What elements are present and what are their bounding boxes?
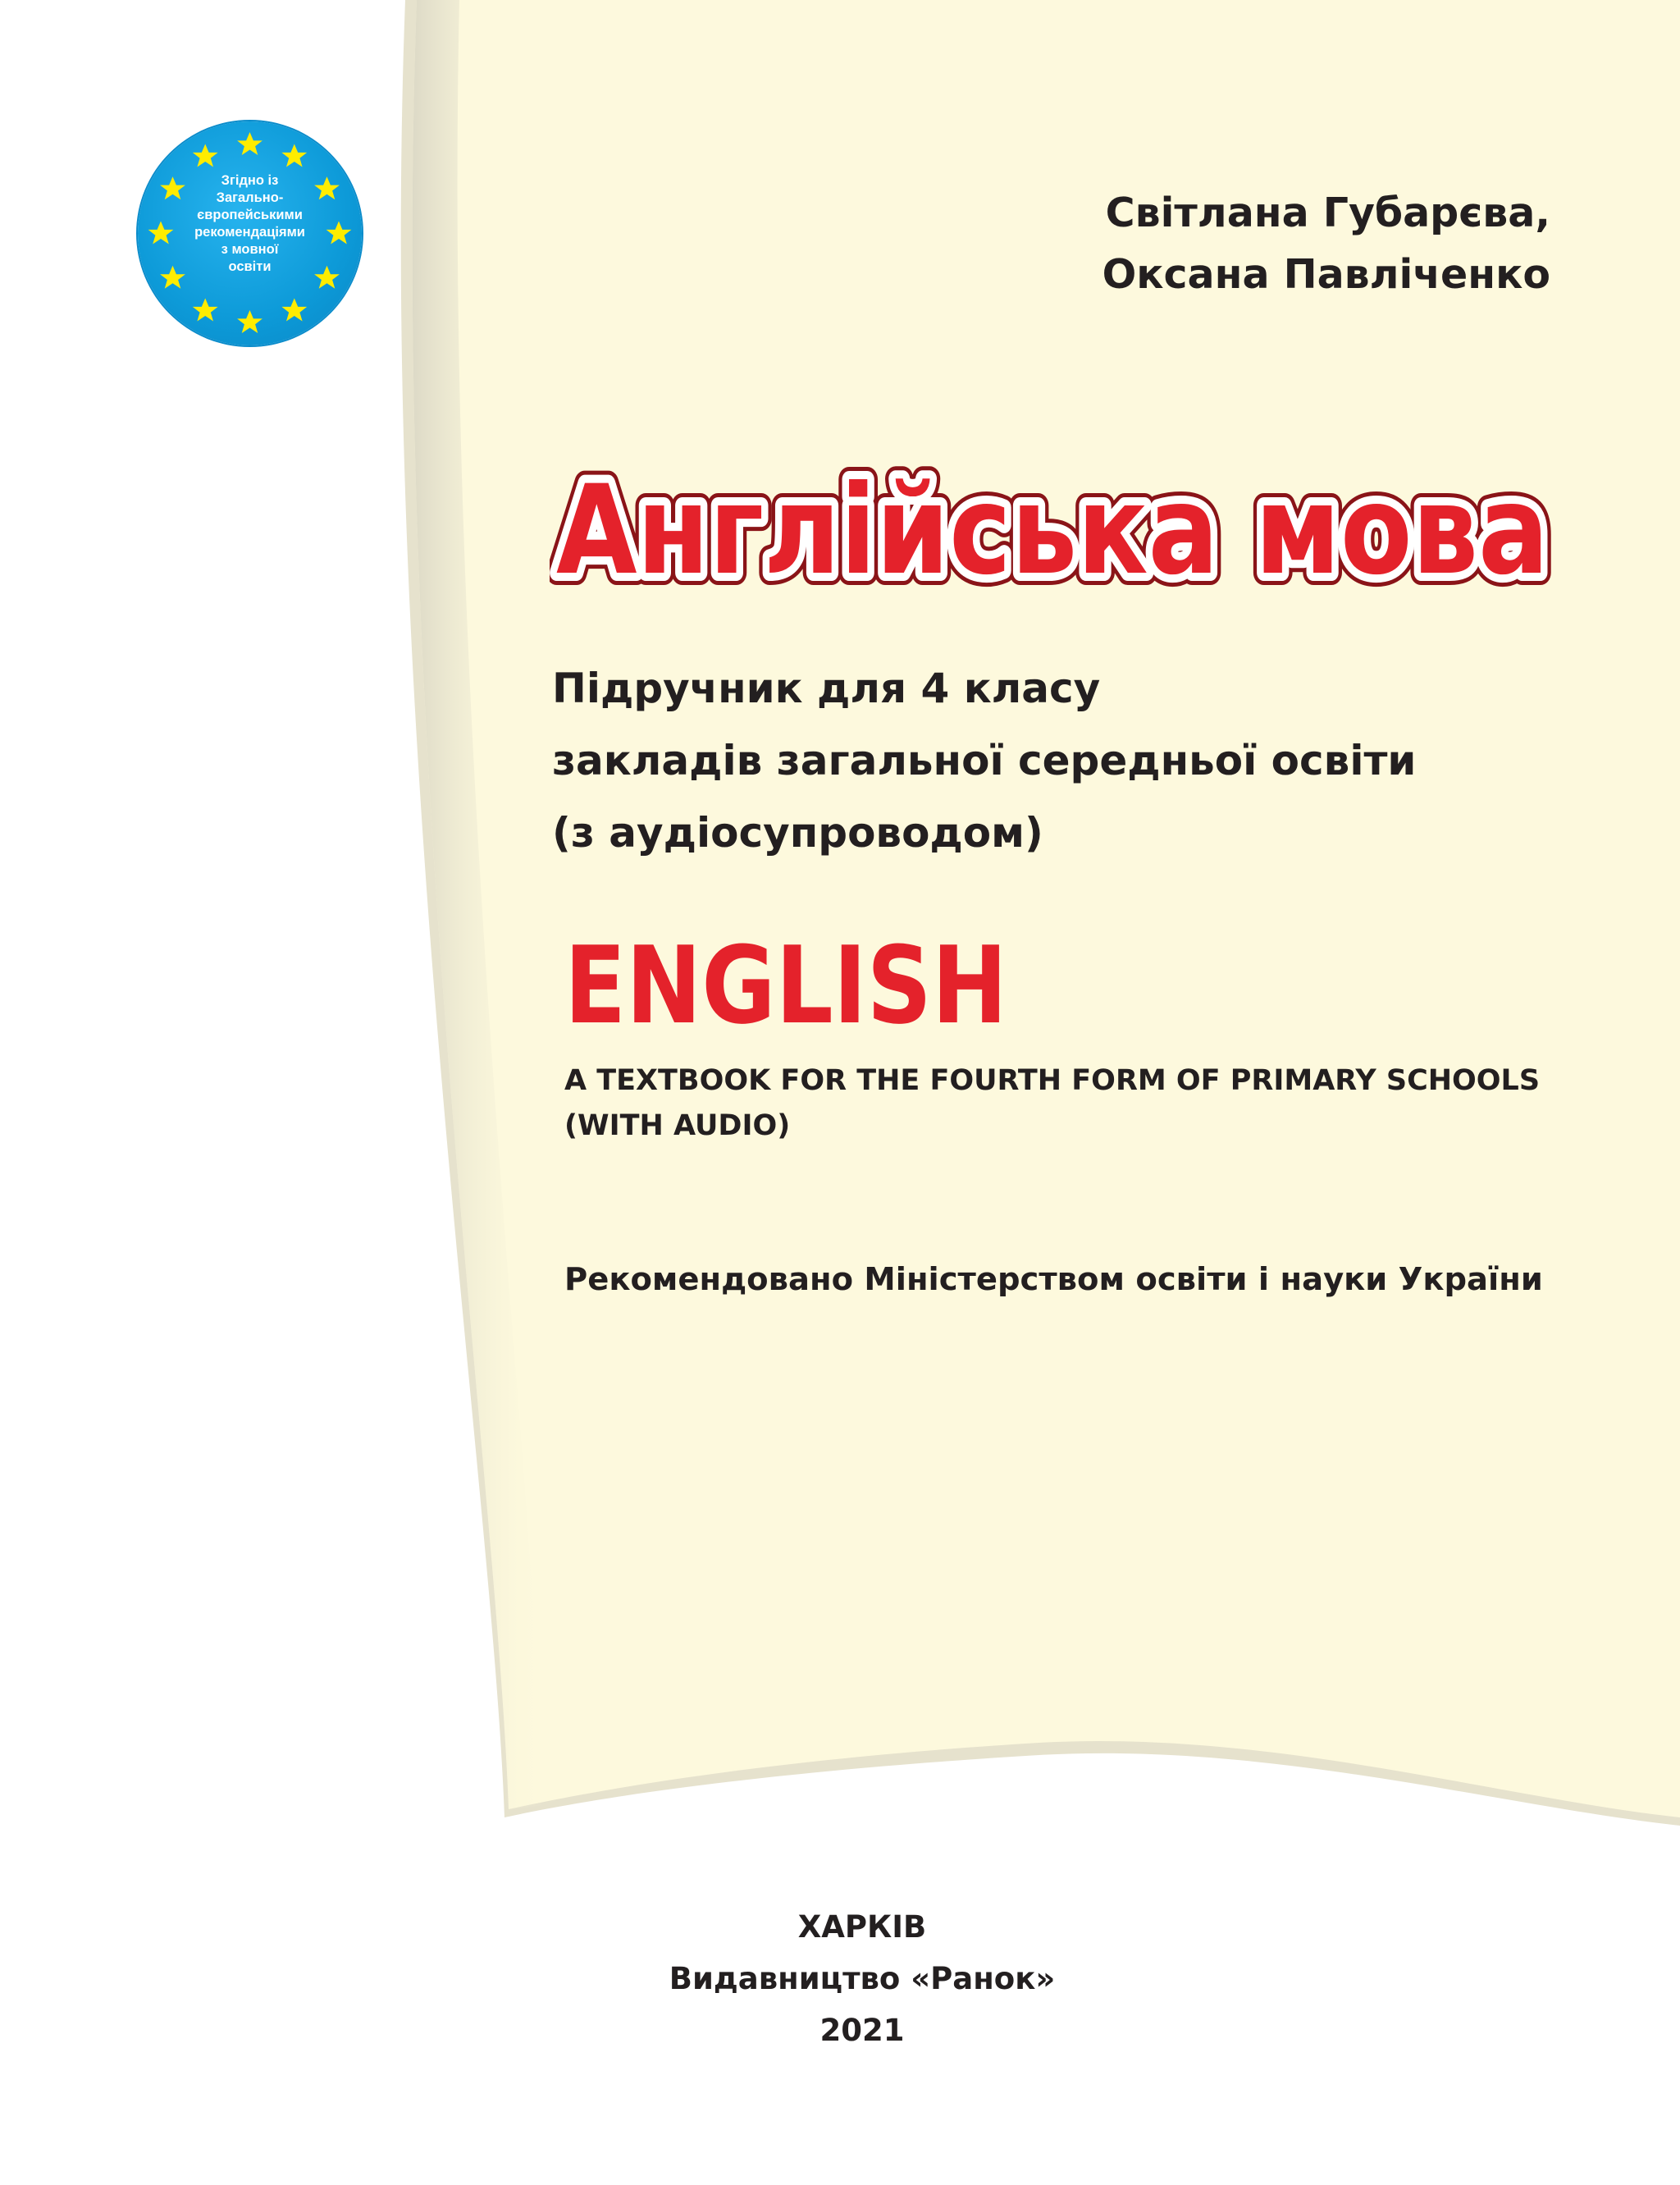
imprint-publisher: Видавництво «Ранок»	[669, 1961, 1056, 1996]
badge-line: рекомендаціями	[194, 225, 305, 240]
subtitle-line: закладів загальної середньої освіти	[552, 737, 1417, 784]
badge-line: Загально-	[216, 190, 284, 205]
imprint-city: ХАРКІВ	[797, 1909, 927, 1945]
english-title	[564, 917, 1024, 1032]
english-subtitle	[564, 1058, 1540, 1149]
main-title-text: Англійська мова	[556, 459, 1549, 602]
main-title-outline: Англійська мова	[556, 459, 1549, 602]
main-title-white-rim: Англійська мова	[556, 459, 1549, 602]
imprint	[534, 1901, 1190, 2056]
badge-line: європейськими	[197, 208, 303, 222]
author-2: Оксана Павліченко	[1102, 251, 1550, 298]
cefr-badge	[138, 121, 362, 345]
english-subtitle-line: (WITH AUDIO)	[564, 1109, 791, 1142]
recommendation-note: Рекомендовано Міністерством освіти і науки України	[564, 1261, 1543, 1298]
subtitle-line: Підручник для 4 класу	[552, 665, 1101, 712]
authors	[1102, 182, 1550, 305]
author-1: Світлана Губарєва,	[1105, 190, 1550, 236]
badge-text	[179, 172, 321, 276]
english-subtitle-line: A TEXTBOOK FOR THE FOURTH FORM OF PRIMARY SCHOOLS	[564, 1064, 1541, 1097]
badge-line: з мовної	[221, 242, 279, 257]
imprint-year: 2021	[819, 2013, 905, 2048]
badge-line: Згідно із	[221, 173, 279, 188]
subtitle	[552, 652, 1416, 869]
badge-line: освіти	[228, 259, 272, 274]
subtitle-line: (з аудіосупроводом)	[552, 809, 1043, 857]
english-title-text: ENGLISH	[564, 923, 1007, 1032]
main-title	[550, 386, 1567, 615]
